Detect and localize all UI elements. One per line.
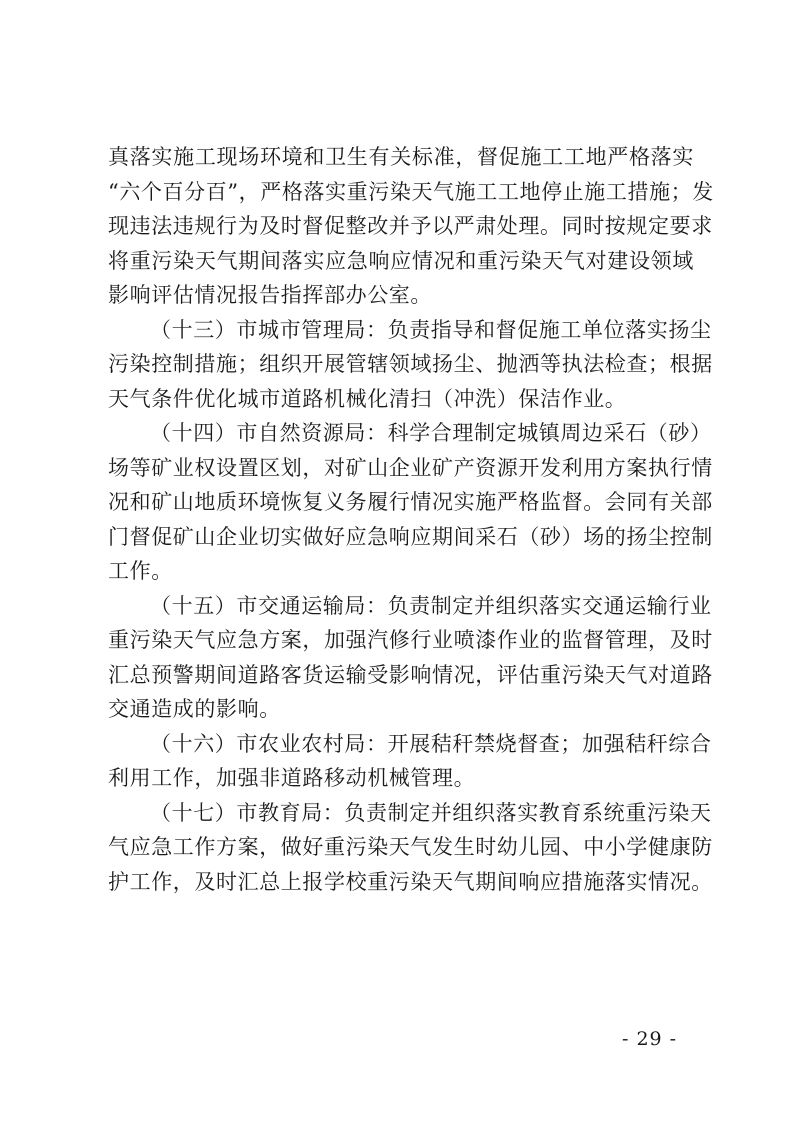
- text-line: （十七）市教育局：负责制定并组织落实教育系统重污染天: [150, 800, 712, 825]
- text-line: （十五）市交通运输局：负责制定并组织落实交通运输行业: [150, 593, 712, 618]
- text-line: 况和矿山地质环境恢复义务履行情况实施严格监督。会同有关部: [108, 490, 713, 514]
- paragraph-construction-continued: [108, 140, 714, 313]
- text-line: 气应急工作方案，做好重污染天气发生时幼儿园、中小学健康防: [108, 835, 713, 859]
- text-line: 污染控制措施；组织开展管辖领域扬尘、抛洒等执法检查；根据: [108, 352, 713, 376]
- text-line: 工作。: [108, 559, 173, 583]
- paragraph-transport: [108, 589, 713, 727]
- text-line: 影响评估情况报告指挥部办公室。: [108, 283, 432, 307]
- text-line: 门督促矿山企业切实做好应急响应期间采石（砂）场的扬尘控制: [108, 524, 713, 549]
- text-line: 重污染天气应急方案，加强汽修行业喷漆作业的监督管理，及时: [108, 628, 713, 652]
- text-line: 天气条件优化城市道路机械化清扫（冲洗）保洁作业。: [108, 386, 627, 411]
- paragraph-natural-resources: [108, 416, 713, 589]
- text-line: 交通造成的影响。: [108, 697, 281, 721]
- document-body: [108, 140, 714, 899]
- text-line: （十四）市自然资源局：科学合理制定城镇周边采石（砂）: [150, 421, 712, 445]
- text-line: 将重污染天气期间落实应急响应情况和重污染天气对建设领域: [108, 248, 694, 273]
- paragraph-urban-management: [108, 313, 713, 417]
- text-line: 护工作，及时汇总上报学校重污染天气期间响应措施落实情况。: [108, 869, 713, 894]
- text-line: “六个百分百”，严格落实重污染天气施工工地停止施工措施；发: [108, 179, 714, 204]
- page-number: - 29 -: [622, 1028, 678, 1050]
- text-line: 汇总预警期间道路客货运输受影响情况，评估重污染天气对道路: [108, 662, 713, 687]
- text-line: 现违法违规行为及时督促整改并予以严肃处理。同时按规定要求: [108, 214, 713, 238]
- text-line: 真落实施工现场环境和卫生有关标准，督促施工工地严格落实: [108, 145, 694, 169]
- paragraph-education: [108, 796, 713, 900]
- text-line: （十六）市农业农村局：开展秸秆禁烧督查；加强秸秆综合: [150, 731, 712, 756]
- paragraph-agriculture: [108, 727, 712, 796]
- text-line: 利用工作，加强非道路移动机械管理。: [108, 766, 476, 790]
- text-line: 场等矿业权设置区划，对矿山企业矿产资源开发利用方案执行情: [108, 455, 713, 480]
- text-line: （十三）市城市管理局：负责指导和督促施工单位落实扬尘: [150, 317, 712, 342]
